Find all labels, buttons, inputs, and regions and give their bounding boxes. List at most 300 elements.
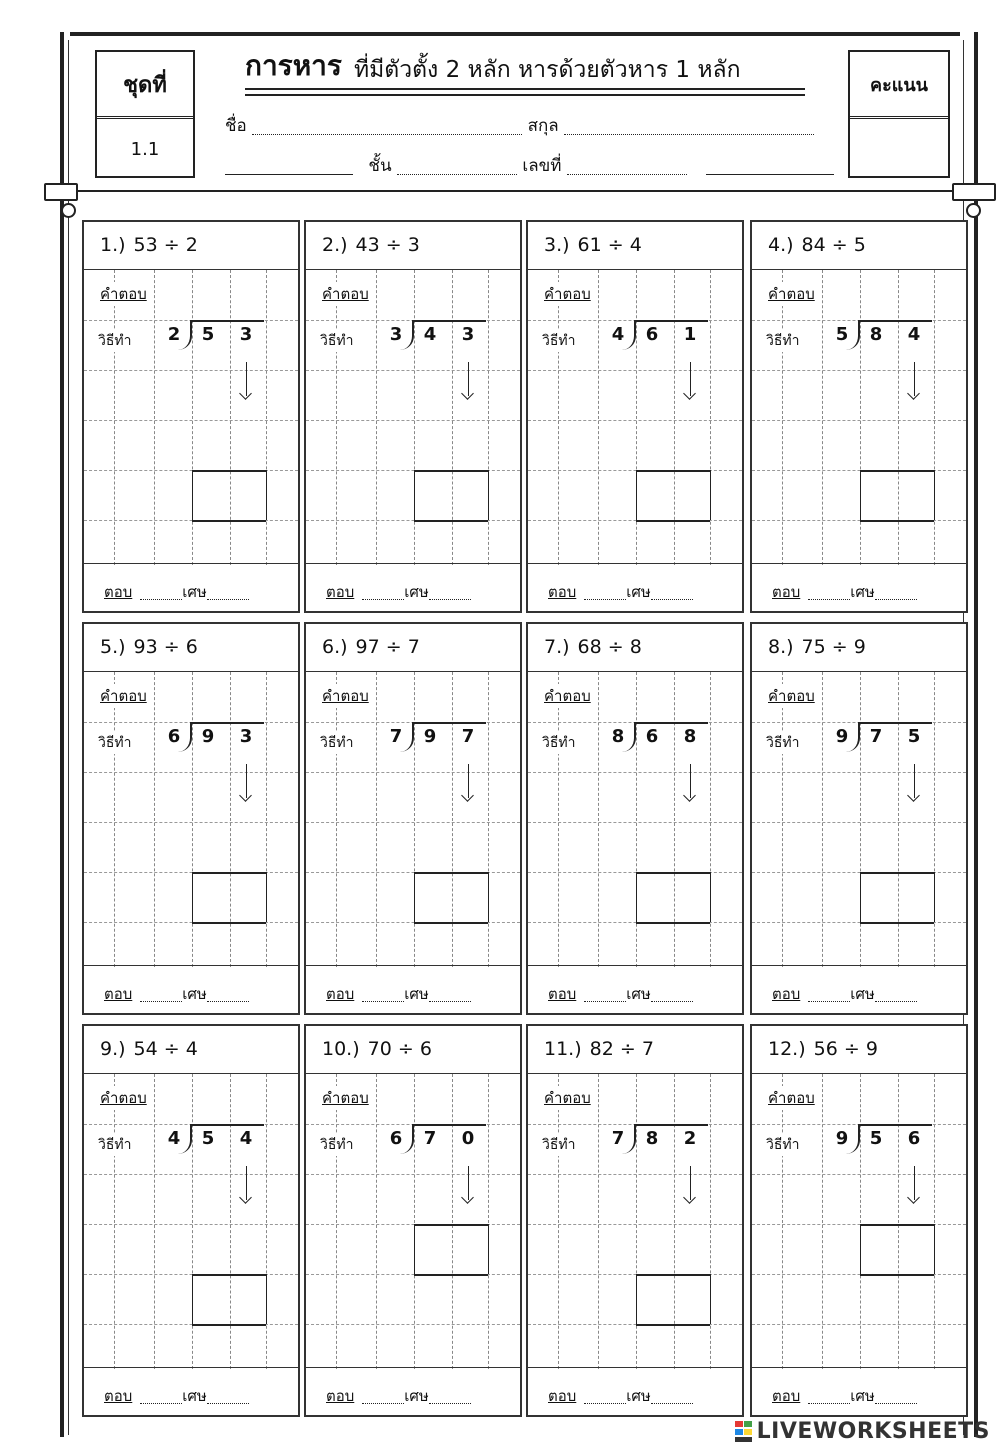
grid-guide-horizontal	[752, 370, 966, 371]
dividend-digit: 5	[198, 1128, 218, 1149]
grid-guide-horizontal	[528, 1174, 742, 1175]
problem-expression: 68 ÷ 8	[577, 636, 642, 658]
subtraction-line	[414, 922, 488, 924]
quotient-field[interactable]	[808, 598, 850, 600]
division-bar	[190, 320, 264, 322]
number-label: เลขที่	[522, 156, 562, 176]
method-label: วิธีทำ	[764, 1134, 802, 1156]
dividend-digit: 8	[680, 726, 700, 747]
method-label: วิธีทำ	[318, 1134, 356, 1156]
answer-short-label: ตอบ	[772, 583, 801, 601]
answer-label: คำตอบ	[766, 282, 817, 306]
answer-short-label: ตอบ	[548, 985, 577, 1003]
method-label: วิธีทำ	[96, 732, 134, 754]
answer-row	[84, 563, 298, 611]
remainder-label: เศษ	[182, 1387, 207, 1405]
page-title	[245, 49, 805, 88]
method-label: วิธีทำ	[540, 330, 578, 352]
grid-guide-horizontal	[306, 1174, 520, 1175]
grid-guide-horizontal	[752, 420, 966, 421]
divisor-digit: 6	[386, 1128, 406, 1149]
problem-number: 1.)	[100, 234, 126, 256]
division-bracket	[398, 320, 414, 350]
surname-label: สกุล	[527, 116, 559, 136]
dividend-digit: 6	[642, 324, 662, 345]
work-area[interactable]	[306, 1074, 520, 1369]
divisor-digit: 4	[164, 1128, 184, 1149]
problem-card	[82, 622, 300, 1015]
division-bar	[412, 320, 486, 322]
problem-number: 11.)	[544, 1038, 582, 1060]
problem-card	[304, 220, 522, 613]
work-box-edge	[710, 1274, 711, 1324]
answer-label: คำตอบ	[98, 684, 149, 708]
bring-down-arrow-icon	[914, 362, 915, 396]
remainder-field[interactable]	[651, 1000, 693, 1002]
method-label: วิธีทำ	[318, 732, 356, 754]
problem-number: 3.)	[544, 234, 570, 256]
answer-label: คำตอบ	[542, 1086, 593, 1110]
grid-guide-horizontal	[752, 1174, 966, 1175]
answer-label: คำตอบ	[320, 1086, 371, 1110]
title-rest: ที่มีตัวตั้ง 2 หลัก หารด้วยตัวหาร 1 หลัก	[353, 57, 741, 83]
subtraction-line	[192, 1274, 266, 1276]
problem-expression: 82 ÷ 7	[589, 1038, 654, 1060]
dividend-digit: 5	[866, 1128, 886, 1149]
problem-expression: 56 ÷ 9	[813, 1038, 878, 1060]
dividend-digit: 9	[198, 726, 218, 747]
work-box-edge	[636, 470, 637, 520]
problem-expression: 93 ÷ 6	[133, 636, 198, 658]
quotient-field[interactable]	[140, 1402, 182, 1404]
division-bracket	[620, 722, 636, 752]
set-number-box	[95, 50, 195, 178]
grid-guide-horizontal	[528, 370, 742, 371]
answer-label: คำตอบ	[766, 684, 817, 708]
grid-guide-horizontal	[84, 822, 298, 823]
problem-number: 5.)	[100, 636, 126, 658]
grid-guide-horizontal	[84, 420, 298, 421]
problem-number: 12.)	[768, 1038, 806, 1060]
bring-down-arrow-icon	[246, 1166, 247, 1200]
grid-guide-horizontal	[84, 1174, 298, 1175]
surname-field[interactable]	[564, 133, 814, 135]
problem-number: 2.)	[322, 234, 348, 256]
answer-short-label: ตอบ	[772, 985, 801, 1003]
grid-guide-horizontal	[306, 370, 520, 371]
problem-card	[304, 622, 522, 1015]
work-box-edge	[488, 470, 489, 520]
divisor-digit: 2	[164, 324, 184, 345]
remainder-field[interactable]	[207, 598, 249, 600]
problem-card	[526, 220, 744, 613]
remainder-label: เศษ	[850, 985, 875, 1003]
remainder-label: เศษ	[626, 1387, 651, 1405]
subtraction-line	[636, 1274, 710, 1276]
problem-expression: 84 ÷ 5	[801, 234, 866, 256]
remainder-field[interactable]	[875, 1402, 917, 1404]
work-box-edge	[414, 470, 415, 520]
work-area[interactable]	[84, 1074, 298, 1369]
grid-guide-horizontal	[306, 420, 520, 421]
answer-row	[752, 1367, 966, 1415]
dividend-digit: 3	[236, 324, 256, 345]
problem-expression: 75 ÷ 9	[801, 636, 866, 658]
remainder-label: เศษ	[182, 985, 207, 1003]
subtraction-line	[860, 1274, 934, 1276]
remainder-field[interactable]	[207, 1000, 249, 1002]
division-bracket	[844, 722, 860, 752]
grid-guide-horizontal	[84, 370, 298, 371]
problem-heading	[84, 624, 298, 672]
problem-heading	[528, 624, 742, 672]
work-box-edge	[414, 872, 415, 922]
work-area[interactable]	[528, 270, 742, 565]
bring-down-arrow-icon	[246, 764, 247, 798]
method-label: วิธีทำ	[318, 330, 356, 352]
division-bar	[190, 722, 264, 724]
problem-heading	[306, 1026, 520, 1074]
grid-guide-horizontal	[84, 1224, 298, 1225]
divisor-digit: 4	[608, 324, 628, 345]
number-field[interactable]	[567, 173, 687, 175]
score-field[interactable]	[850, 119, 948, 179]
remainder-label: เศษ	[850, 583, 875, 601]
problem-number: 7.)	[544, 636, 570, 658]
problem-heading	[528, 222, 742, 270]
problem-number: 10.)	[322, 1038, 360, 1060]
dividend-digit: 3	[458, 324, 478, 345]
work-box-edge	[192, 1274, 193, 1324]
subtraction-line	[860, 1224, 934, 1226]
divisor-digit: 5	[832, 324, 852, 345]
problem-card	[304, 1024, 522, 1417]
score-box	[848, 50, 950, 178]
work-box-edge	[934, 1224, 935, 1274]
work-area[interactable]	[528, 672, 742, 967]
subtraction-line	[860, 922, 934, 924]
work-area[interactable]	[752, 1074, 966, 1369]
division-bracket	[176, 1124, 192, 1154]
work-area[interactable]	[752, 270, 966, 565]
watermark	[735, 1419, 990, 1444]
work-area[interactable]	[84, 270, 298, 565]
remainder-field[interactable]	[875, 1000, 917, 1002]
answer-label: คำตอบ	[320, 684, 371, 708]
dividend-digit: 3	[236, 726, 256, 747]
division-bar	[858, 1124, 932, 1126]
divisor-digit: 6	[164, 726, 184, 747]
remainder-label: เศษ	[182, 583, 207, 601]
subtraction-line	[192, 872, 266, 874]
work-box-edge	[192, 470, 193, 520]
answer-row	[306, 1367, 520, 1415]
subtraction-line	[192, 470, 266, 472]
problem-heading	[84, 222, 298, 270]
grid-guide-horizontal	[84, 772, 298, 773]
answer-label: คำตอบ	[98, 1086, 149, 1110]
work-box-edge	[860, 470, 861, 520]
subtraction-line	[192, 922, 266, 924]
rail-knob-right	[966, 203, 981, 218]
answer-label: คำตอบ	[320, 282, 371, 306]
method-label: วิธีทำ	[96, 1134, 134, 1156]
quotient-field[interactable]	[140, 598, 182, 600]
answer-short-label: ตอบ	[104, 985, 133, 1003]
answer-row	[528, 1367, 742, 1415]
bring-down-arrow-icon	[914, 1166, 915, 1200]
divisor-digit: 9	[832, 726, 852, 747]
answer-row	[752, 965, 966, 1013]
quotient-field[interactable]	[140, 1000, 182, 1002]
problem-card	[750, 622, 968, 1015]
method-label: วิธีทำ	[540, 732, 578, 754]
problem-number: 4.)	[768, 234, 794, 256]
method-label: วิธีทำ	[764, 330, 802, 352]
work-box-edge	[488, 1224, 489, 1274]
problem-expression: 97 ÷ 7	[355, 636, 420, 658]
problem-expression: 53 ÷ 2	[133, 234, 198, 256]
quotient-field[interactable]	[362, 1402, 404, 1404]
work-box-edge	[266, 470, 267, 520]
division-bracket	[398, 1124, 414, 1154]
work-box-edge	[860, 872, 861, 922]
remainder-label: เศษ	[404, 1387, 429, 1405]
remainder-field[interactable]	[875, 598, 917, 600]
subtraction-line	[414, 872, 488, 874]
problem-expression: 61 ÷ 4	[577, 234, 642, 256]
subtraction-line	[636, 470, 710, 472]
dividend-digit: 6	[642, 726, 662, 747]
name-row	[225, 112, 814, 139]
subtraction-line	[860, 520, 934, 522]
grid-guide-horizontal	[528, 420, 742, 421]
divisor-digit: 8	[608, 726, 628, 747]
subtraction-line	[414, 470, 488, 472]
problem-heading	[306, 624, 520, 672]
quotient-field[interactable]	[584, 598, 626, 600]
problem-heading	[528, 1026, 742, 1074]
grid-guide-horizontal	[528, 772, 742, 773]
problem-card	[82, 220, 300, 613]
answer-row	[528, 563, 742, 611]
answer-label: คำตอบ	[98, 282, 149, 306]
answer-short-label: ตอบ	[772, 1387, 801, 1405]
work-box-edge	[414, 1224, 415, 1274]
dividend-digit: 1	[680, 324, 700, 345]
quotient-field[interactable]	[808, 1402, 850, 1404]
liveworksheets-logo-icon	[735, 1421, 753, 1443]
answer-row	[84, 1367, 298, 1415]
remainder-field[interactable]	[429, 598, 471, 600]
title-underline	[245, 88, 805, 96]
dividend-digit: 7	[458, 726, 478, 747]
answer-short-label: ตอบ	[548, 1387, 577, 1405]
score-label: คะแนน	[850, 52, 948, 119]
remainder-label: เศษ	[626, 583, 651, 601]
subtraction-line	[414, 1274, 488, 1276]
dividend-digit: 7	[420, 1128, 440, 1149]
grid-guide-horizontal	[306, 822, 520, 823]
bring-down-arrow-icon	[690, 362, 691, 396]
division-bar	[634, 1124, 708, 1126]
dividend-digit: 5	[904, 726, 924, 747]
name-field[interactable]	[252, 133, 522, 135]
watermark-text: LIVEWORKSHEETS	[756, 1419, 990, 1444]
quotient-field[interactable]	[362, 1000, 404, 1002]
bring-down-arrow-icon	[468, 1166, 469, 1200]
work-box-edge	[636, 872, 637, 922]
answer-short-label: ตอบ	[326, 583, 355, 601]
subtraction-line	[192, 1324, 266, 1326]
bring-down-arrow-icon	[690, 764, 691, 798]
work-box-edge	[934, 470, 935, 520]
problem-heading	[752, 1026, 966, 1074]
remainder-label: เศษ	[850, 1387, 875, 1405]
quotient-field[interactable]	[584, 1402, 626, 1404]
subtraction-line	[636, 872, 710, 874]
grid-guide-horizontal	[528, 1224, 742, 1225]
bring-down-arrow-icon	[914, 764, 915, 798]
division-bar	[634, 320, 708, 322]
work-area[interactable]	[528, 1074, 742, 1369]
problem-expression: 54 ÷ 4	[133, 1038, 198, 1060]
answer-label: คำตอบ	[766, 1086, 817, 1110]
class-label: ชั้น	[368, 156, 392, 176]
divisor-digit: 9	[832, 1128, 852, 1149]
answer-short-label: ตอบ	[104, 1387, 133, 1405]
problem-number: 8.)	[768, 636, 794, 658]
answer-label: คำตอบ	[542, 684, 593, 708]
grid-guide-horizontal	[752, 1324, 966, 1325]
work-box-edge	[710, 470, 711, 520]
remainder-field[interactable]	[651, 598, 693, 600]
problem-card	[82, 1024, 300, 1417]
set-value: 1.1	[130, 138, 160, 160]
scroll-rail	[44, 190, 988, 192]
bring-down-arrow-icon	[246, 362, 247, 396]
class-field[interactable]	[397, 173, 517, 175]
method-label: วิธีทำ	[764, 732, 802, 754]
grid-guide-horizontal	[752, 772, 966, 773]
division-bar	[634, 722, 708, 724]
answer-short-label: ตอบ	[104, 583, 133, 601]
dividend-digit: 8	[866, 324, 886, 345]
remainder-field[interactable]	[429, 1000, 471, 1002]
division-bar	[412, 722, 486, 724]
dividend-digit: 4	[420, 324, 440, 345]
division-bracket	[176, 722, 192, 752]
division-bar	[858, 320, 932, 322]
problem-heading	[752, 624, 966, 672]
blank-line-right	[706, 173, 834, 175]
work-area[interactable]	[84, 672, 298, 967]
dividend-digit: 9	[420, 726, 440, 747]
quotient-field[interactable]	[808, 1000, 850, 1002]
division-bracket	[398, 722, 414, 752]
dividend-digit: 7	[866, 726, 886, 747]
blank-line-left	[225, 173, 353, 175]
grid-guide-horizontal	[306, 772, 520, 773]
subtraction-line	[192, 520, 266, 522]
method-label: วิธีทำ	[96, 330, 134, 352]
remainder-field[interactable]	[429, 1402, 471, 1404]
answer-row	[306, 563, 520, 611]
rail-right-cap	[952, 183, 996, 201]
subtraction-line	[636, 1324, 710, 1326]
work-box-edge	[266, 1274, 267, 1324]
dividend-digit: 5	[198, 324, 218, 345]
division-bracket	[620, 320, 636, 350]
answer-row	[306, 965, 520, 1013]
answer-row	[84, 965, 298, 1013]
problem-card	[750, 220, 968, 613]
problem-number: 6.)	[322, 636, 348, 658]
subtraction-line	[860, 872, 934, 874]
title-main: การหาร	[245, 49, 342, 82]
work-box-edge	[266, 872, 267, 922]
dividend-digit: 4	[904, 324, 924, 345]
set-label: ชุดที่	[97, 52, 193, 119]
subtraction-line	[414, 1224, 488, 1226]
remainder-field[interactable]	[651, 1402, 693, 1404]
subtraction-line	[636, 520, 710, 522]
class-row	[225, 152, 844, 179]
dividend-digit: 8	[642, 1128, 662, 1149]
problem-number: 9.)	[100, 1038, 126, 1060]
work-box-edge	[860, 1224, 861, 1274]
remainder-field[interactable]	[207, 1402, 249, 1404]
work-box-edge	[488, 872, 489, 922]
dividend-digit: 6	[904, 1128, 924, 1149]
division-bracket	[176, 320, 192, 350]
dividend-digit: 2	[680, 1128, 700, 1149]
remainder-label: เศษ	[626, 985, 651, 1003]
answer-label: คำตอบ	[542, 282, 593, 306]
problem-card	[750, 1024, 968, 1417]
work-box-edge	[710, 872, 711, 922]
dividend-digit: 0	[458, 1128, 478, 1149]
subtraction-line	[636, 922, 710, 924]
quotient-field[interactable]	[584, 1000, 626, 1002]
work-box-edge	[192, 872, 193, 922]
problem-card	[526, 1024, 744, 1417]
work-box-edge	[934, 872, 935, 922]
problem-heading	[84, 1026, 298, 1074]
answer-short-label: ตอบ	[548, 583, 577, 601]
work-area[interactable]	[752, 672, 966, 967]
grid-guide-horizontal	[752, 822, 966, 823]
division-bar	[858, 722, 932, 724]
rail-knob-left	[61, 203, 76, 218]
problem-card	[526, 622, 744, 1015]
bring-down-arrow-icon	[468, 362, 469, 396]
method-label: วิธีทำ	[540, 1134, 578, 1156]
division-bracket	[844, 1124, 860, 1154]
work-box-edge	[636, 1274, 637, 1324]
division-bracket	[620, 1124, 636, 1154]
grid-guide-horizontal	[306, 1324, 520, 1325]
work-area[interactable]	[306, 672, 520, 967]
divisor-digit: 3	[386, 324, 406, 345]
division-bar	[412, 1124, 486, 1126]
answer-short-label: ตอบ	[326, 1387, 355, 1405]
grid-guide-horizontal	[528, 822, 742, 823]
division-bracket	[844, 320, 860, 350]
quotient-field[interactable]	[362, 598, 404, 600]
work-area[interactable]	[306, 270, 520, 565]
divisor-digit: 7	[386, 726, 406, 747]
